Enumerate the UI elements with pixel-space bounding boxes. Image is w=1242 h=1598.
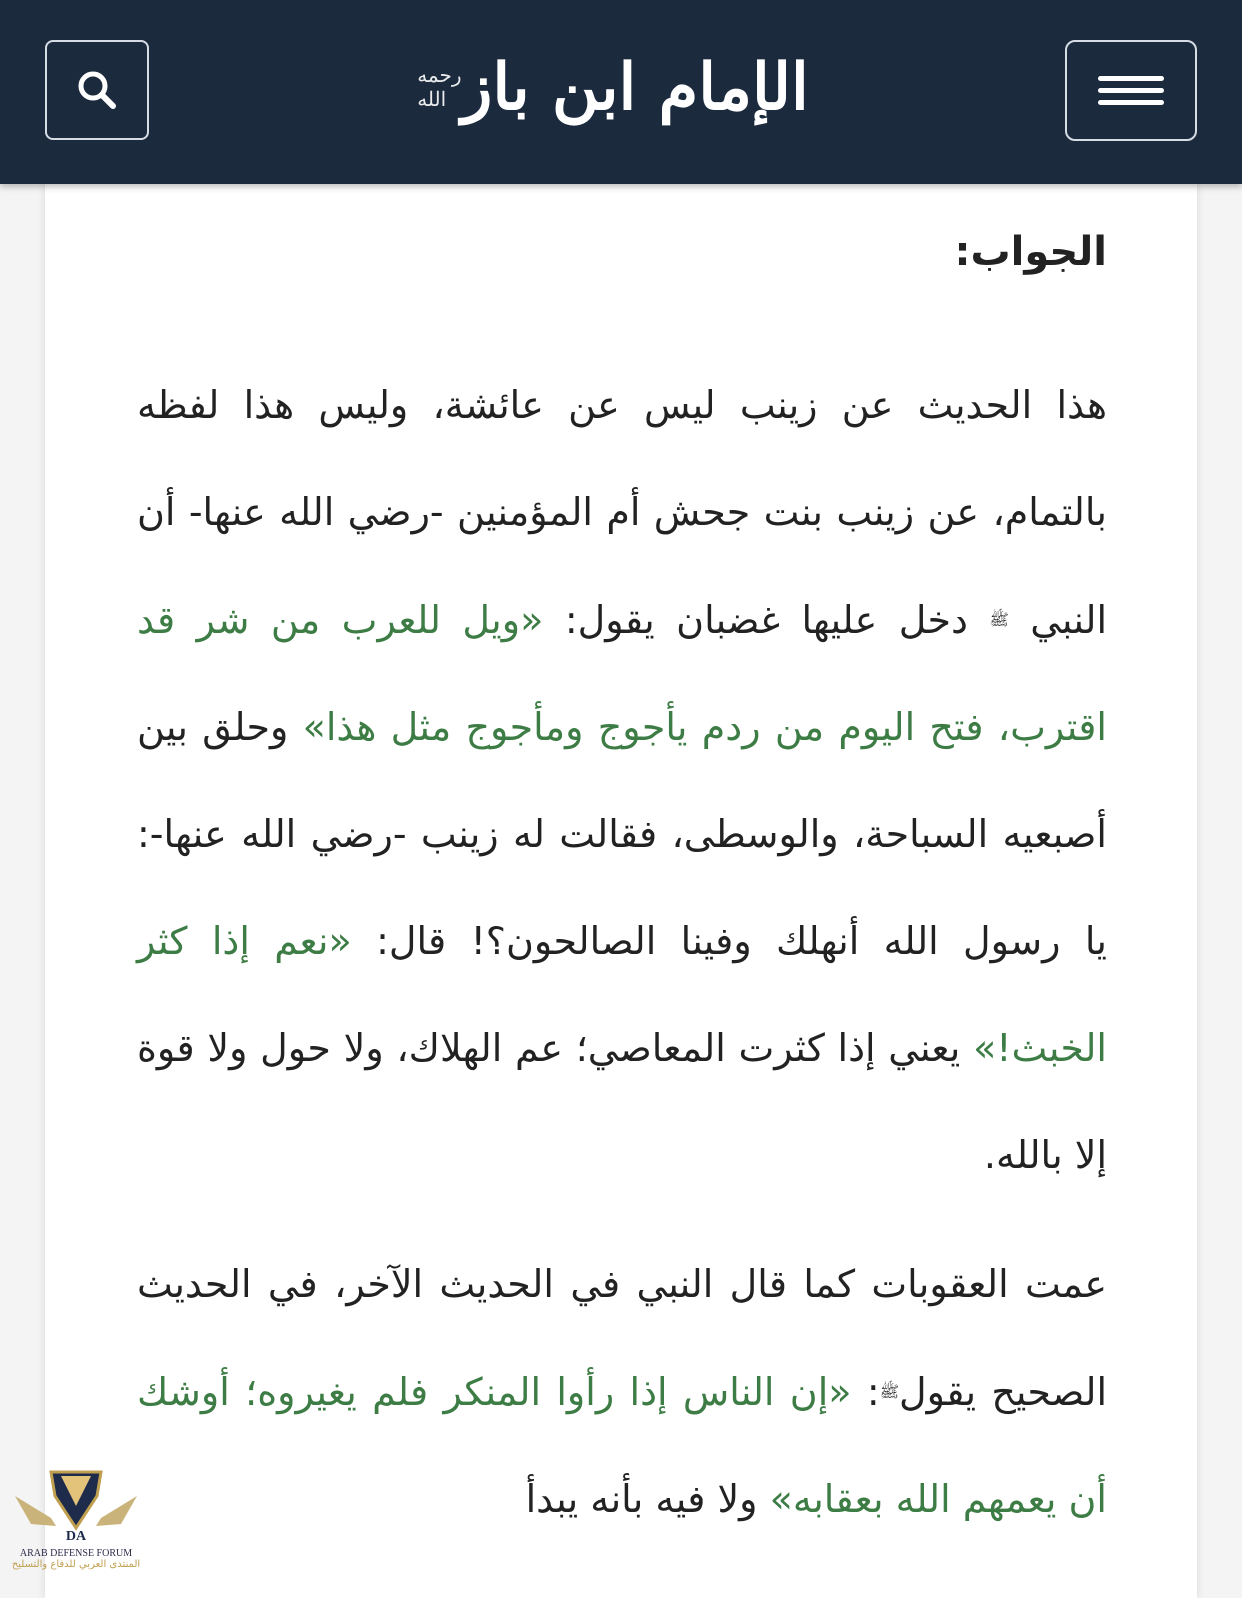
salawat-glyph: ﷺ [989, 610, 1009, 629]
article-body [137, 352, 1107, 1553]
answer-heading: الجواب: [954, 229, 1107, 275]
menu-button[interactable] [1065, 40, 1197, 141]
hadith-quote: «إن الناس إذا رأوا المنكر فلم يغيروه؛ أوشك أن يعمهم الله بعقابه» [137, 1370, 1107, 1521]
hadith-quote: «ويل للعرب من شر قد اقترب، فتح اليوم من ردم يأجوج ومأجوج مثل هذا» [137, 598, 1107, 749]
article-paragraph [137, 1231, 1107, 1553]
salawat-glyph: ﷺ [879, 1382, 900, 1401]
article-content [137, 224, 1107, 1575]
paragraph-text: دخل عليها غضبان يقول: [543, 598, 990, 642]
paragraph-text: : [851, 1370, 880, 1414]
watermark-letters: DA [65, 1529, 87, 1544]
shield-logo-icon [11, 1466, 141, 1546]
search-button[interactable] [45, 40, 149, 140]
article-card [45, 184, 1197, 1598]
paragraph-text: عمت العقوبات كما قال النبي في الحديث الآخر، في الحديث الصحيح يقول [137, 1262, 1108, 1414]
article-paragraph [137, 352, 1107, 1209]
site-header [0, 0, 1242, 184]
site-logo[interactable] [417, 22, 809, 152]
watermark-arabic: المنتدى العربي للدفاع والتسليح [11, 1559, 141, 1570]
paragraph-text: ولا فيه بأنه يبدأ [525, 1477, 770, 1521]
paragraph-text: يعني إذا كثرت المعاصي؛ عم الهلاك، ولا حول ولا قوة إلا بالله. [137, 1026, 1107, 1177]
hamburger-menu-icon [1098, 69, 1164, 112]
hadith-quote: «نعم إذا كثر الخبث!» [137, 919, 1107, 1070]
logo-honorific: رحمه الله [417, 63, 462, 111]
search-icon [75, 68, 119, 112]
paragraph-text: هذا الحديث عن زينب ليس عن عائشة، وليس هذا لفظه بالتمام، عن زينب بنت جحش أم المؤمنين -رضي الله عنها- أن النبي [137, 383, 1107, 642]
watermark-english: ARAB DEFENSE FORUM [19, 1548, 133, 1559]
paragraph-text: وحلق بين أصبعيه السباحة، والوسطى، فقالت له زينب -رضي الله عنها-: يا رسول الله أنهلك وفينا الصالحون؟! قال: [137, 705, 1107, 963]
logo-title: الإمام ابن باز [461, 49, 809, 125]
forum-watermark [6, 1466, 146, 1596]
